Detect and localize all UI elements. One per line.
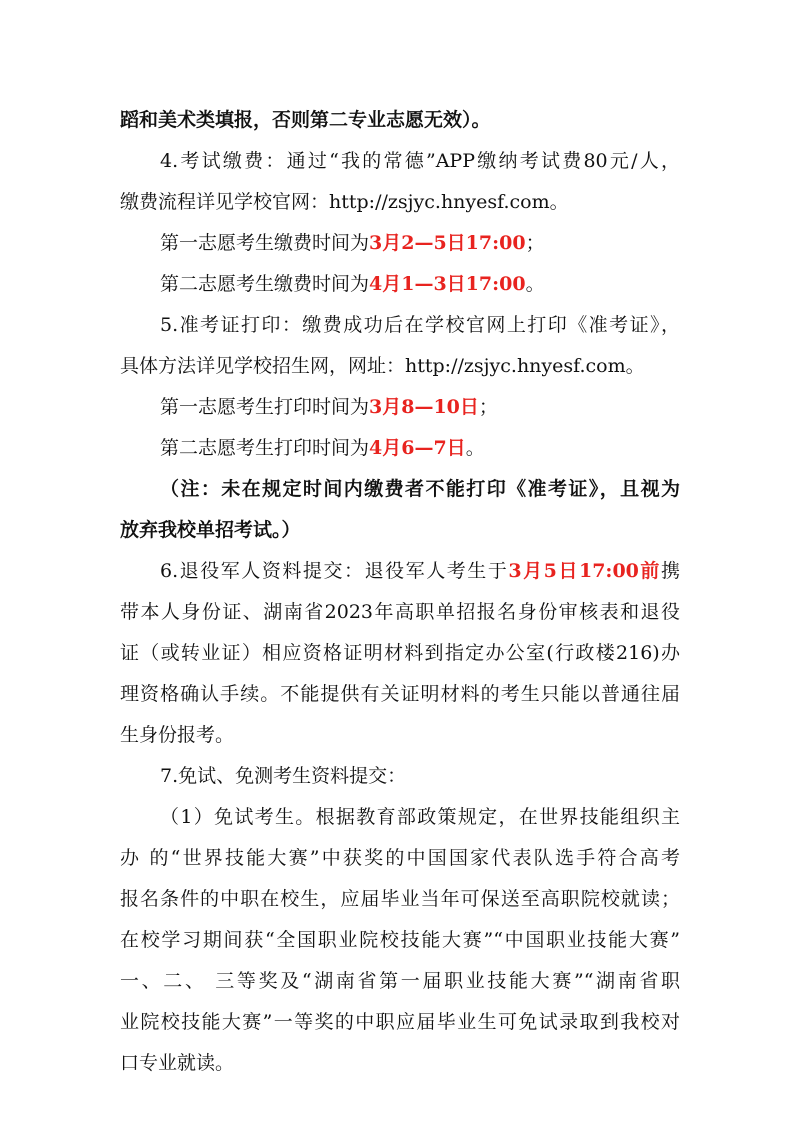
item7-text-5: 一、二、 三等奖及“湖南省第一届职业技能大赛”“湖南省职 (120, 970, 680, 992)
item7-line7 (120, 1047, 680, 1079)
item5-first-time: 3月8—10日 (369, 396, 479, 418)
item5-first-choice-line (160, 391, 680, 423)
item6-line3 (120, 637, 680, 669)
item5-text-1: 5.准考证打印：缴费成功后在学校官网上打印《准考证》， (160, 314, 680, 336)
item5-note-line2 (120, 514, 680, 546)
item7-line5 (120, 965, 680, 997)
item4-first-time: 3月2—5日17:00 (369, 232, 526, 254)
item4-second-choice-line (160, 268, 680, 300)
item4-text-1: 4.考试缴费：通过“我的常德”APP缴纳考试费80元/人， (160, 150, 680, 172)
item4-first-prefix: 第一志愿考生缴费时间为 (160, 232, 370, 254)
item7-line4 (120, 924, 680, 956)
item7-text-7: 口专业就读。 (120, 1052, 235, 1074)
item4-second-suffix: 。 (525, 273, 545, 295)
item5-line2 (120, 350, 680, 382)
item5-second-prefix: 第二志愿考生打印时间为 (160, 437, 370, 459)
item5-line1 (160, 309, 680, 341)
item4-second-prefix: 第二志愿考生缴费时间为 (160, 273, 370, 295)
item6-text-5: 生身份报考。 (120, 724, 235, 746)
item5-note-text-1: （注：未在规定时间内缴费者不能打印《准考证》，且视为 (160, 478, 680, 500)
item7-title-text: 7.免试、免测考生资料提交： (160, 765, 407, 787)
item5-second-time: 4月6—7日 (369, 437, 466, 459)
item7-text-6: 业院校技能大赛”一等奖的中职应届毕业生可免试录取到我校对 (120, 1011, 680, 1033)
item4-line1 (160, 145, 680, 177)
continuation-line (120, 104, 680, 136)
item6-line4 (120, 678, 680, 710)
item6-text-3: 证（或转业证）相应资格证明材料到指定办公室(行政楼216)办 (120, 642, 680, 664)
item7-line1 (160, 801, 680, 833)
item7-line3 (120, 883, 680, 915)
item7-text-4: 在校学习期间获“全国职业院校技能大赛”“中国职业技能大赛” (120, 929, 680, 951)
item6-line1 (160, 555, 680, 587)
item7-text-2: 办 的“世界技能大赛”中获奖的中国国家代表队选手符合高考 (120, 847, 680, 869)
item5-first-suffix: ； (478, 396, 498, 418)
item6-line5 (120, 719, 680, 751)
item5-note-line1 (160, 473, 680, 505)
item4-second-time: 4月1—3日17:00 (369, 273, 526, 295)
item4-first-suffix: ； (525, 232, 545, 254)
item6-deadline: 3月5日17:00前 (508, 560, 661, 582)
item4-first-choice-line (160, 227, 680, 259)
continuation-text: 蹈和美术类填报，否则第二专业志愿无效）。 (120, 109, 491, 131)
item5-second-choice-line (160, 432, 680, 464)
item5-text-2: 具体方法详见学校招生网，网址：http://zsjyc.hnyesf.com。 (120, 355, 645, 377)
item5-first-prefix: 第一志愿考生打印时间为 (160, 396, 370, 418)
item6-text-4: 理资格确认手续。不能提供有关证明材料的考生只能以普通往届 (120, 683, 680, 705)
item6-text-2: 带本人身份证、湖南省2023年高职单招报名身份审核表和退役 (120, 601, 680, 623)
item6-suffix: 携 (660, 560, 680, 582)
item7-text-1: （1）免试考生。根据教育部政策规定，在世界技能组织主 (160, 806, 680, 828)
item4-text-2: 缴费流程详见学校官网：http://zsjyc.hnyesf.com。 (120, 191, 569, 213)
item7-title (160, 760, 680, 792)
item7-line6 (120, 1006, 680, 1038)
item5-second-suffix: 。 (465, 437, 485, 459)
item6-line2 (120, 596, 680, 628)
item5-note-text-2: 放弃我校单招考试。） (120, 519, 301, 541)
item7-line2 (120, 842, 680, 874)
item6-prefix: 6.退役军人资料提交：退役军人考生于 (160, 560, 509, 582)
item4-line2 (120, 186, 680, 218)
item7-text-3: 报名条件的中职在校生，应届毕业当年可保送至高职院校就读； (120, 888, 680, 910)
